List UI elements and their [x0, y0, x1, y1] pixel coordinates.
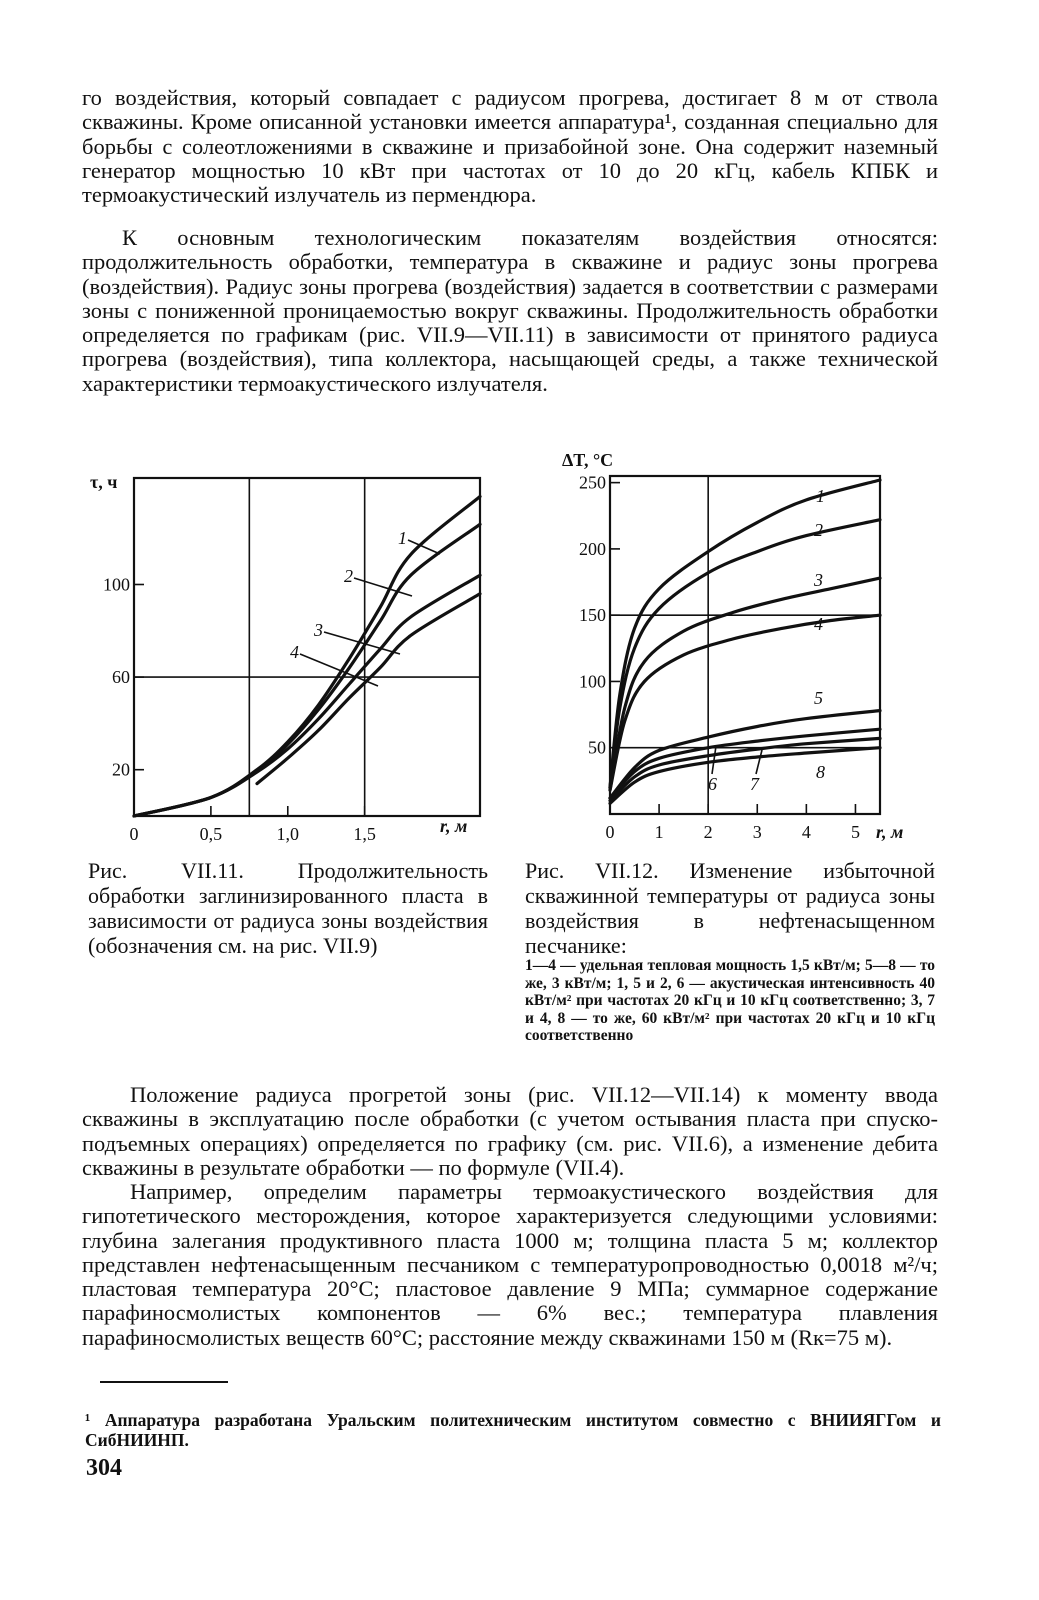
series-leader-2 [354, 578, 412, 596]
y-tick-label: 100 [103, 574, 130, 595]
x-tick-label: 0 [605, 822, 615, 842]
plot-frame [134, 478, 480, 816]
series-line-2 [134, 524, 480, 816]
x-tick-label: 1 [654, 822, 664, 842]
paragraph-4: Например, определим параметры термоакустического воздействия для гипотетического месторождения, которое характеризуется следующими условиями: глубина залегания продуктивного пласта 1000 м; толщина пласта 5 м; коллектор представлен нефтенасыщенным песчаником с температуропроводностью 0,0018 м²/ч; пластовая температура 20°С; пластовое давление 9 МПа; суммарное содержание парафиносмолистых компонентов — 6% вес.; температура плавления парафиносмолистых веществ 60°С; расстояние между скважинами 150 м (Rк=75 м). [82, 1179, 938, 1350]
series-label-1: 1 [816, 486, 825, 506]
series-label-5: 5 [814, 688, 823, 708]
figure-vii-11-caption: Рис. VII.11. Продолжительность обработки заглинизированного пласта в зависимости от радиуса зоны воздействия (обозначения см. на рис. VII.9) [88, 858, 488, 958]
figure-vii-11-chart [82, 448, 492, 844]
series-label-4: 4 [290, 642, 299, 662]
x-tick-label: 3 [752, 822, 762, 842]
series-line-4 [257, 594, 480, 784]
series-label-4: 4 [814, 614, 823, 634]
series-leader-7 [756, 750, 762, 774]
paragraph-2: К основным технологическим показателям воздействия относятся: продолжительность обработки, температура в скважине и радиус зоны прогрева (воздействия). Радиус зоны прогрева (воздействия) задается в соответствии с размерами зоны с пониженной проницаемостью вокруг скважины. Продолжительность обработки определяется по графикам (рис. VII.9—VII.11) в зависимости от принятого радиуса прогрева (воздействия), типа коллектора, насыщающей среды, а также технической характеристики термоакустического излучателя. [82, 225, 938, 396]
x-tick-label: 4 [801, 822, 811, 842]
y-tick-label: 20 [112, 759, 130, 780]
figure-vii-12-chart [558, 446, 938, 844]
figure-vii-12-legend: 1—4 — удельная тепловая мощность 1,5 кВт/м; 5—8 — то же, 3 кВт/м; 1, 5 и 2, 6 — акустическая интенсивность 40 кВт/м² при частотах 20 кГц и 10 кГц соответственно; 3, 7 и 4, 8 — то же, 60 кВт/м² при частотах 20 кГц и 10 кГц соответственно [525, 957, 935, 1045]
y-tick-label: 150 [579, 605, 606, 626]
x-tick-label: 1,0 [276, 824, 300, 844]
y-tick-label: 200 [579, 538, 606, 559]
figure-vii-12-caption: Рис. VII.12. Изменение избыточной скважинной температуры от радиуса зоны воздействия в нефтенасыщенном песчанике: [525, 858, 935, 958]
y-axis-label: ΔT, °С [562, 450, 614, 470]
y-axis-label: τ, ч [90, 472, 118, 492]
x-tick-label: 2 [703, 822, 713, 842]
x-tick-label: 1,5 [353, 824, 376, 844]
footnote: ¹ Аппаратура разработана Уральским политехническим институтом совместно с ВНИИЯГГом и СибНИИНП. [85, 1410, 941, 1450]
series-label-3: 3 [814, 570, 823, 590]
y-tick-label: 50 [588, 737, 606, 758]
series-label-2: 2 [814, 520, 823, 540]
y-tick-label: 60 [112, 667, 130, 688]
x-tick-label: 0 [129, 824, 139, 844]
series-label-8: 8 [816, 762, 825, 782]
paragraph-3: Положение радиуса прогретой зоны (рис. VII.12—VII.14) к моменту ввода скважины в эксплуатацию после обработки (с учетом остывания пласта при спуско-подъемных операциях) определяется по графику (см. рис. VII.6), а изменение дебита скважины в результате обработки — по формуле (VII.4). [82, 1082, 938, 1180]
series-label-3: 3 [314, 620, 323, 640]
series-label-7: 7 [750, 774, 759, 794]
page-number: 304 [86, 1455, 122, 1481]
series-label-6: 6 [708, 774, 717, 794]
y-tick-label: 100 [579, 671, 606, 692]
series-line-4 [610, 615, 880, 790]
series-line-5 [610, 711, 880, 799]
x-axis-label: r, м [440, 816, 468, 836]
paragraph-1: го воздействия, который совпадает с радиусом прогрева, достигает 8 м от ствола скважины. Кроме описанной установки имеется аппаратура¹, созданная специально для борьбы с солеотложениями в скважине и призабойной зоне. Она содержит наземный генератор мощностью 10 кВт при частотах от 10 до 20 кГц, кабель КПБК и термоакустический излучатель из пермендюра. [82, 85, 938, 208]
x-tick-label: 0,5 [199, 824, 223, 844]
series-line-6 [610, 729, 880, 798]
x-axis-label: r, м [876, 822, 904, 842]
series-label-1: 1 [398, 528, 407, 548]
footnote-rule [100, 1381, 228, 1383]
series-line-3 [134, 575, 480, 816]
x-tick-label: 5 [850, 822, 860, 842]
series-label-2: 2 [344, 566, 353, 586]
y-tick-label: 250 [579, 472, 606, 493]
